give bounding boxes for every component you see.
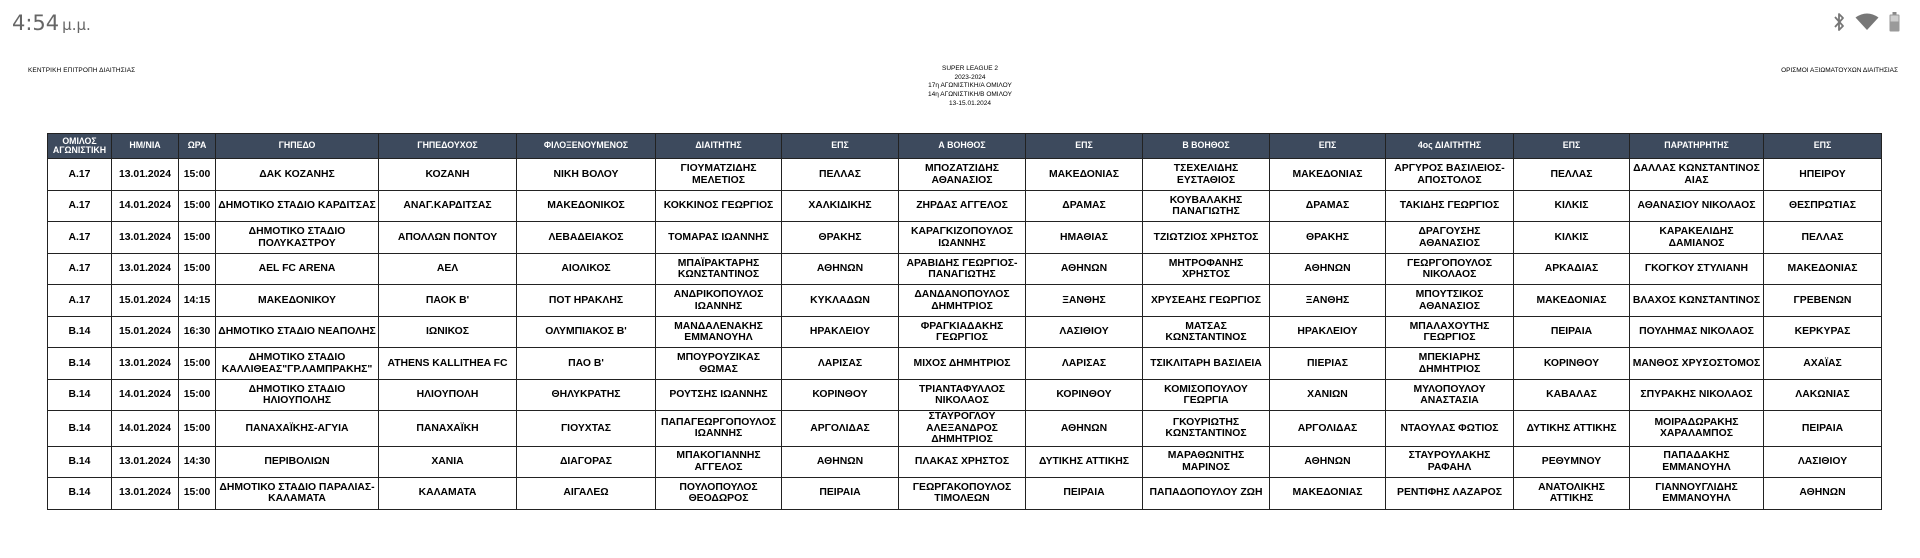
table-cell: ΣΤΑΥΡΟΓΛΟΥ ΑΛΕΞΑΝΔΡΟΣ ΔΗΜΗΤΡΙΟΣ [899, 411, 1026, 447]
table-cell: ΤΣΙΚΛΙΤΑΡΗ ΒΑΣΙΛΕΙΑ [1143, 348, 1270, 380]
table-cell: ΠΕΙΡΑΙΑ [1514, 317, 1630, 348]
table-cell: ΚΕΡΚΥΡΑΣ [1764, 317, 1882, 348]
table-cell: ΠΙΕΡΙΑΣ [1270, 348, 1386, 380]
table-cell: ΧΑΛΚΙΔΙΚΗΣ [782, 191, 899, 222]
table-cell: 15.01.2024 [112, 317, 179, 348]
table-row [48, 317, 1882, 348]
table-cell: ΠΕΛΛΑΣ [782, 159, 899, 191]
table-cell: Β.14 [48, 348, 112, 380]
table-cell: ΑΘΗΝΩΝ [1026, 254, 1143, 285]
table-cell: ΜΑΚΕΔΟΝΙΑΣ [1514, 285, 1630, 317]
table-cell: ΑΡΓΟΛΙΔΑΣ [1270, 411, 1386, 447]
table-cell: 13.01.2024 [112, 159, 179, 191]
table-cell: ΠΑΝΑΧΑΪΚΗ [379, 411, 517, 447]
battery-icon [1889, 12, 1900, 32]
table-cell: 14.01.2024 [112, 191, 179, 222]
table-cell: 14.01.2024 [112, 380, 179, 411]
table-cell: ΜΠΟΥΤΣΙΚΟΣ ΑΘΑΝΑΣΙΟΣ [1386, 285, 1514, 317]
table-cell: ΔΑΚ ΚΟΖΑΝΗΣ [216, 159, 379, 191]
table-cell: ΛΕΒΑΔΕΙΑΚΟΣ [517, 222, 656, 254]
table-cell: ΔΗΜΟΤΙΚΟ ΣΤΑΔΙΟ ΠΑΡΑΛΙΑΣ-ΚΑΛΑΜΑΤΑ [216, 477, 379, 509]
table-cell: ΓΡΕΒΕΝΩΝ [1764, 285, 1882, 317]
table-cell: ΚΑΛΑΜΑΤΑ [379, 477, 517, 509]
table-cell: ΜΠΑΪΡΑΚΤΑΡΗΣ ΚΩΝΣΤΑΝΤΙΝΟΣ [656, 254, 782, 285]
column-header: ΓΗΠΕΔΟ [216, 134, 379, 159]
table-cell: ΜΑΚΕΔΟΝΙΑΣ [1270, 159, 1386, 191]
table-row [48, 348, 1882, 380]
table-cell: ΠΕΙΡΑΙΑ [1764, 411, 1882, 447]
referee-assignments-table [47, 133, 1882, 510]
table-cell: Β.14 [48, 411, 112, 447]
table-cell: ΓΕΩΡΓΟΠΟΥΛΟΣ ΝΙΚΟΛΑΟΣ [1386, 254, 1514, 285]
table-cell: ΠΑΝΑΧΑΪΚΗΣ-ΑΓΥΙΑ [216, 411, 379, 447]
table-cell: ΔΑΝΔΑΝΟΠΟΥΛΟΣ ΔΗΜΗΤΡΙΟΣ [899, 285, 1026, 317]
column-header: ΕΠΣ [1270, 134, 1386, 159]
table-cell: ΡΕΝΤΙΦΗΣ ΛΑΖΑΡΟΣ [1386, 477, 1514, 509]
date-range: 13-15.01.2024 [949, 99, 991, 107]
table-cell: ΑΘΗΝΩΝ [1026, 411, 1143, 447]
table-cell: ΓΚΟΓΚΟΥ ΣΤΥΛΙΑΝΗ [1630, 254, 1764, 285]
table-cell: ΡΟΥΤΣΗΣ ΙΩΑΝΝΗΣ [656, 380, 782, 411]
clock-ampm: μ.μ. [62, 16, 91, 34]
table-cell: ΘΡΑΚΗΣ [782, 222, 899, 254]
table-cell: ΓΙΑΝΝΟΥΓΛΙΔΗΣ ΕΜΜΑΝΟΥΗΛ [1630, 477, 1764, 509]
status-bar [0, 0, 1920, 48]
table-cell: ΑΘΗΝΩΝ [1764, 477, 1882, 509]
table-cell: Β.14 [48, 446, 112, 477]
table-cell: ΜΑΚΕΔΟΝΙΚΟΣ [517, 191, 656, 222]
table-cell: ΜΑΚΕΔΟΝΙΚΟΥ [216, 285, 379, 317]
table-row [48, 285, 1882, 317]
table-cell: ΓΚΟΥΡΙΩΤΗΣ ΚΩΝΣΤΑΝΤΙΝΟΣ [1143, 411, 1270, 447]
table-cell: ΠΛΑΚΑΣ ΧΡΗΣΤΟΣ [899, 446, 1026, 477]
table-row [48, 222, 1882, 254]
table-row [48, 191, 1882, 222]
table-cell: ΜΑΚΕΔΟΝΙΑΣ [1026, 159, 1143, 191]
table-cell: ΚΑΡΑΚΕΛΙΔΗΣ ΔΑΜΙΑΝΟΣ [1630, 222, 1764, 254]
table-cell: ΠΕΛΛΑΣ [1764, 222, 1882, 254]
table-cell: ΚΑΒΑΛΑΣ [1514, 380, 1630, 411]
table-cell: ΚΟΡΙΝΘΟΥ [782, 380, 899, 411]
table-cell: 13.01.2024 [112, 477, 179, 509]
table-cell: ΜΥΛΟΠΟΥΛΟΥ ΑΝΑΣΤΑΣΙΑ [1386, 380, 1514, 411]
table-cell: ΓΕΩΡΓΑΚΟΠΟΥΛΟΣ ΤΙΜΟΛΕΩΝ [899, 477, 1026, 509]
table-cell: ΘΗΛΥΚΡΑΤΗΣ [517, 380, 656, 411]
table-cell: ΜΗΤΡΟΦΑΝΗΣ ΧΡΗΣΤΟΣ [1143, 254, 1270, 285]
table-cell: ΞΑΝΘΗΣ [1026, 285, 1143, 317]
table-cell: Α.17 [48, 285, 112, 317]
table-cell: ΠΑΠΑΓΕΩΡΓΟΠΟΥΛΟΣ ΙΩΑΝΝΗΣ [656, 411, 782, 447]
table-row [48, 254, 1882, 285]
table-cell: Α.17 [48, 159, 112, 191]
table-header-row [48, 134, 1882, 159]
table-cell: 13.01.2024 [112, 446, 179, 477]
table-cell: ΚΟΥΒΑΛΑΚΗΣ ΠΑΝΑΓΙΩΤΗΣ [1143, 191, 1270, 222]
wifi-icon [1855, 13, 1879, 31]
table-cell: AEL FC ARENA [216, 254, 379, 285]
table-cell: ΦΡΑΓΚΙΑΔΑΚΗΣ ΓΕΩΡΓΙΟΣ [899, 317, 1026, 348]
table-cell: ΜΟΙΡΑΔΩΡΑΚΗΣ ΧΑΡΑΛΑΜΠΟΣ [1630, 411, 1764, 447]
table-cell: ΑΝΑΓ.ΚΑΡΔΙΤΣΑΣ [379, 191, 517, 222]
table-cell: ΖΗΡΔΑΣ ΑΓΓΕΛΟΣ [899, 191, 1026, 222]
table-cell: ΜΠΟΖΑΤΖΙΔΗΣ ΑΘΑΝΑΣΙΟΣ [899, 159, 1026, 191]
table-cell: ΠΕΛΛΑΣ [1514, 159, 1630, 191]
table-cell: ΗΡΑΚΛΕΙΟΥ [782, 317, 899, 348]
table-cell: ΓΙΟΥΜΑΤΖΙΔΗΣ ΜΕΛΕΤΙΟΣ [656, 159, 782, 191]
table-cell: ΑΡΓΥΡΟΣ ΒΑΣΙΛΕΙΟΣ-ΑΠΟΣΤΟΛΟΣ [1386, 159, 1514, 191]
table-cell: ΗΡΑΚΛΕΙΟΥ [1270, 317, 1386, 348]
table-cell: ΗΠΕΙΡΟΥ [1764, 159, 1882, 191]
table-cell: ΑΘΗΝΩΝ [1270, 254, 1386, 285]
table-cell: ΚΟΚΚΙΝΟΣ ΓΕΩΡΓΙΟΣ [656, 191, 782, 222]
table-cell: ΔΙΑΓΟΡΑΣ [517, 446, 656, 477]
table-cell: 15:00 [179, 380, 216, 411]
table-cell: ΒΛΑΧΟΣ ΚΩΝΣΤΑΝΤΙΝΟΣ [1630, 285, 1764, 317]
table-cell: 13.01.2024 [112, 348, 179, 380]
table-cell: ΗΛΙΟΥΠΟΛΗ [379, 380, 517, 411]
column-header: ΟΜΙΛΟΣ ΑΓΩΝΙΣΤΙΚΗ [48, 134, 112, 159]
table-cell: ΣΠΥΡΑΚΗΣ ΝΙΚΟΛΑΟΣ [1630, 380, 1764, 411]
table-cell: ΟΛΥΜΠΙΑΚΟΣ Β' [517, 317, 656, 348]
table-cell: Α.17 [48, 222, 112, 254]
column-header: ΔΙΑΙΤΗΤΗΣ [656, 134, 782, 159]
table-cell: ΠΑΠΑΔΑΚΗΣ ΕΜΜΑΝΟΥΗΛ [1630, 446, 1764, 477]
table-cell: ΠΕΙΡΑΙΑ [1026, 477, 1143, 509]
table-cell: ΛΑΣΙΘΙΟΥ [1764, 446, 1882, 477]
table-row [48, 159, 1882, 191]
column-header: ΠΑΡΑΤΗΡΗΤΗΣ [1630, 134, 1764, 159]
league-title-block [880, 65, 1060, 109]
table-cell: ΛΑΡΙΣΑΣ [1026, 348, 1143, 380]
column-header: ΕΠΣ [1764, 134, 1882, 159]
table-cell: Β.14 [48, 477, 112, 509]
committee-name: ΚΕΝΤΡΙΚΗ ΕΠΙΤΡΟΠΗ ΔΙΑΙΤΗΣΙΑΣ [28, 67, 136, 74]
table-cell: ΚΟΖΑΝΗ [379, 159, 517, 191]
table-cell: ΠΑΠΑΔΟΠΟΥΛΟΥ ΖΩΗ [1143, 477, 1270, 509]
table-row [48, 380, 1882, 411]
table-cell: 14.01.2024 [112, 411, 179, 447]
table-cell: ΜΑΚΕΔΟΝΙΑΣ [1764, 254, 1882, 285]
table-cell: 15.01.2024 [112, 285, 179, 317]
table-cell: ΑΙΟΛΙΚΟΣ [517, 254, 656, 285]
table-cell: ΑΘΗΝΩΝ [1270, 446, 1386, 477]
table-cell: ΑΝΑΤΟΛΙΚΗΣ ΑΤΤΙΚΗΣ [1514, 477, 1630, 509]
table-cell: ΑΘΑΝΑΣΙΟΥ ΝΙΚΟΛΑΟΣ [1630, 191, 1764, 222]
table-cell: ΠΟΥΛΗΜΑΣ ΝΙΚΟΛΑΟΣ [1630, 317, 1764, 348]
system-icons [1833, 12, 1900, 32]
table-cell: ΚΙΛΚΙΣ [1514, 191, 1630, 222]
table-cell: ΧΑΝΙΑ [379, 446, 517, 477]
table-cell: ΤΑΚΙΔΗΣ ΓΕΩΡΓΙΟΣ [1386, 191, 1514, 222]
column-header: ΕΠΣ [782, 134, 899, 159]
table-cell: ΑΘΗΝΩΝ [782, 254, 899, 285]
table-cell: ΘΕΣΠΡΩΤΙΑΣ [1764, 191, 1882, 222]
table-cell: ΜΙΧΟΣ ΔΗΜΗΤΡΙΟΣ [899, 348, 1026, 380]
table-cell: ΑΡΚΑΔΙΑΣ [1514, 254, 1630, 285]
table-row [48, 411, 1882, 447]
clock [12, 11, 91, 35]
column-header: ΕΠΣ [1514, 134, 1630, 159]
table-cell: 15:00 [179, 222, 216, 254]
table-cell: ΝΙΚΗ ΒΟΛΟΥ [517, 159, 656, 191]
table-cell: ΑΡΑΒΙΔΗΣ ΓΕΩΡΓΙΟΣ-ΠΑΝΑΓΙΩΤΗΣ [899, 254, 1026, 285]
table-row [48, 477, 1882, 509]
column-header: ΦΙΛΟΞΕΝΟΥΜΕΝΟΣ [517, 134, 656, 159]
table-cell: 14:15 [179, 285, 216, 317]
season: 2023-2024 [954, 73, 986, 81]
table-cell: 14:30 [179, 446, 216, 477]
table-cell: ΠΑΟΚ Β' [379, 285, 517, 317]
table-cell: Β.14 [48, 380, 112, 411]
table-cell: Β.14 [48, 317, 112, 348]
table-cell: 15:00 [179, 254, 216, 285]
table-cell: 15:00 [179, 191, 216, 222]
table-cell: ΝΤΑΟΥΛΑΣ ΦΩΤΙΟΣ [1386, 411, 1514, 447]
table-cell: ΧΡΥΣΕΑΗΣ ΓΕΩΡΓΙΟΣ [1143, 285, 1270, 317]
column-header: ΕΠΣ [1026, 134, 1143, 159]
table-cell: ΑΠΟΛΛΩΝ ΠΟΝΤΟΥ [379, 222, 517, 254]
table-cell: ΚΟΜΙΣΟΠΟΥΛΟΥ ΓΕΩΡΓΙΑ [1143, 380, 1270, 411]
table-cell: ΔΗΜΟΤΙΚΟ ΣΤΑΔΙΟ ΝΕΑΠΟΛΗΣ [216, 317, 379, 348]
table-cell: Α.17 [48, 254, 112, 285]
table-cell: ΓΙΟΥΧΤΑΣ [517, 411, 656, 447]
table-cell: ΘΡΑΚΗΣ [1270, 222, 1386, 254]
table-cell: ΔΥΤΙΚΗΣ ΑΤΤΙΚΗΣ [1026, 446, 1143, 477]
clock-time: 4:54 [12, 11, 60, 35]
table-cell: ΜΑΝΔΑΛΕΝΑΚΗΣ ΕΜΜΑΝΟΥΗΛ [656, 317, 782, 348]
column-header: 4ος ΔΙΑΙΤΗΤΗΣ [1386, 134, 1514, 159]
table-cell: Α.17 [48, 191, 112, 222]
table-cell: ΠΟΥΛΟΠΟΥΛΟΣ ΘΕΟΔΩΡΟΣ [656, 477, 782, 509]
table-cell: 15:00 [179, 159, 216, 191]
league-name: SUPER LEAGUE 2 [942, 65, 998, 72]
table-cell: ΔΗΜΟΤΙΚΟ ΣΤΑΔΙΟ ΚΑΛΛΙΘΕΑΣ"ΓΡ.ΛΑΜΠΡΑΚΗΣ" [216, 348, 379, 380]
matchday-group-b: 14η ΑΓΩΝΙΣΤΙΚΗ/Β ΟΜΙΛΟΥ [927, 91, 1012, 99]
table-cell: ΑΧΑΪΑΣ [1764, 348, 1882, 380]
table-cell: ΚΑΡΑΓΚΙΖΟΠΟΥΛΟΣ ΙΩΑΝΝΗΣ [899, 222, 1026, 254]
table-cell: ΜΠΟΥΡΟΥΖΙΚΑΣ ΘΩΜΑΣ [656, 348, 782, 380]
table-cell: ΠΕΡΙΒΟΛΙΩΝ [216, 446, 379, 477]
table-cell: ATHENS KALLITHEA FC [379, 348, 517, 380]
table-cell: ΔΥΤΙΚΗΣ ΑΤΤΙΚΗΣ [1514, 411, 1630, 447]
table-cell: 13.01.2024 [112, 254, 179, 285]
table-cell: ΔΡΑΜΑΣ [1270, 191, 1386, 222]
table-cell: 15:00 [179, 477, 216, 509]
table-cell: ΧΑΝΙΩΝ [1270, 380, 1386, 411]
table-cell: ΤΡΙΑΝΤΑΦΥΛΛΟΣ ΝΙΚΟΛΑΟΣ [899, 380, 1026, 411]
table-cell: ΚΥΚΛΑΔΩΝ [782, 285, 899, 317]
table-cell: ΑΡΓΟΛΙΔΑΣ [782, 411, 899, 447]
table-cell: ΚΙΛΚΙΣ [1514, 222, 1630, 254]
table-cell: ΤΣΕΧΕΛΙΔΗΣ ΕΥΣΤΑΘΙΟΣ [1143, 159, 1270, 191]
table-cell: ΜΑΡΑΘΩΝΙΤΗΣ ΜΑΡΙΝΟΣ [1143, 446, 1270, 477]
table-cell: ΚΟΡΙΝΘΟΥ [1514, 348, 1630, 380]
table-cell: 16:30 [179, 317, 216, 348]
table-cell: ΜΠΕΚΙΑΡΗΣ ΔΗΜΗΤΡΙΟΣ [1386, 348, 1514, 380]
table-cell: ΜΠΑΛΑΧΟΥΤΗΣ ΓΕΩΡΓΙΟΣ [1386, 317, 1514, 348]
table-cell: 13.01.2024 [112, 222, 179, 254]
table-cell: ΔΡΑΓΟΥΣΗΣ ΑΘΑΝΑΣΙΟΣ [1386, 222, 1514, 254]
column-header: Α ΒΟΗΘΟΣ [899, 134, 1026, 159]
table-cell: ΑΕΛ [379, 254, 517, 285]
column-header: ΩΡΑ [179, 134, 216, 159]
table-cell: 15:00 [179, 348, 216, 380]
bluetooth-icon [1833, 12, 1845, 32]
table-cell: ΜΑΤΣΑΣ ΚΩΝΣΤΑΝΤΙΝΟΣ [1143, 317, 1270, 348]
table-row [48, 446, 1882, 477]
table-cell: ΣΤΑΥΡΟΥΛΑΚΗΣ ΡΑΦΑΗΛ [1386, 446, 1514, 477]
matchday-group-a: 17η ΑΓΩΝΙΣΤΙΚΗ/Α ΟΜΙΛΟΥ [928, 82, 1012, 90]
table-cell: ΚΟΡΙΝΘΟΥ [1026, 380, 1143, 411]
table-cell: 15:00 [179, 411, 216, 447]
column-header: ΗΜ/ΝΙΑ [112, 134, 179, 159]
document-title: ΟΡΙΣΜΟΙ ΑΞΙΩΜΑΤΟΥΧΩΝ ΔΙΑΙΤΗΣΙΑΣ [1781, 67, 1898, 74]
table-cell: ΑΘΗΝΩΝ [782, 446, 899, 477]
table-cell: ΔΗΜΟΤΙΚΟ ΣΤΑΔΙΟ ΚΑΡΔΙΤΣΑΣ [216, 191, 379, 222]
table-cell: ΔΗΜΟΤΙΚΟ ΣΤΑΔΙΟ ΗΛΙΟΥΠΟΛΗΣ [216, 380, 379, 411]
table-cell: ΛΑΡΙΣΑΣ [782, 348, 899, 380]
table-cell: ΛΑΚΩΝΙΑΣ [1764, 380, 1882, 411]
table-cell: ΔΡΑΜΑΣ [1026, 191, 1143, 222]
column-header: Β ΒΟΗΘΟΣ [1143, 134, 1270, 159]
column-header: ΓΗΠΕΔΟΥΧΟΣ [379, 134, 517, 159]
table-cell: ΜΠΑΚΟΓΙΑΝΝΗΣ ΑΓΓΕΛΟΣ [656, 446, 782, 477]
table-cell: ΠΟΤ ΗΡΑΚΛΗΣ [517, 285, 656, 317]
table-cell: ΠΕΙΡΑΙΑ [782, 477, 899, 509]
table-cell: ΑΙΓΑΛΕΩ [517, 477, 656, 509]
table-cell: ΤΖΙΩΤΖΙΟΣ ΧΡΗΣΤΟΣ [1143, 222, 1270, 254]
table-cell: ΡΕΘΥΜΝΟΥ [1514, 446, 1630, 477]
table-cell: ΙΩΝΙΚΟΣ [379, 317, 517, 348]
table-cell: ΔΗΜΟΤΙΚΟ ΣΤΑΔΙΟ ΠΟΛΥΚΑΣΤΡΟΥ [216, 222, 379, 254]
table-cell: ΔΑΛΛΑΣ ΚΩΝΣΤΑΝΤΙΝΟΣ ΑΙΑΣ [1630, 159, 1764, 191]
table-cell: ΑΝΔΡΙΚΟΠΟΥΛΟΣ ΙΩΑΝΝΗΣ [656, 285, 782, 317]
table-cell: ΛΑΣΙΘΙΟΥ [1026, 317, 1143, 348]
table-cell: ΤΟΜΑΡΑΣ ΙΩΑΝΝΗΣ [656, 222, 782, 254]
table-cell: ΜΑΚΕΔΟΝΙΑΣ [1270, 477, 1386, 509]
table-cell: ΜΑΝΘΟΣ ΧΡΥΣΟΣΤΟΜΟΣ [1630, 348, 1764, 380]
table-cell: ΞΑΝΘΗΣ [1270, 285, 1386, 317]
table-cell: ΠΑΟ Β' [517, 348, 656, 380]
table-cell: ΗΜΑΘΙΑΣ [1026, 222, 1143, 254]
